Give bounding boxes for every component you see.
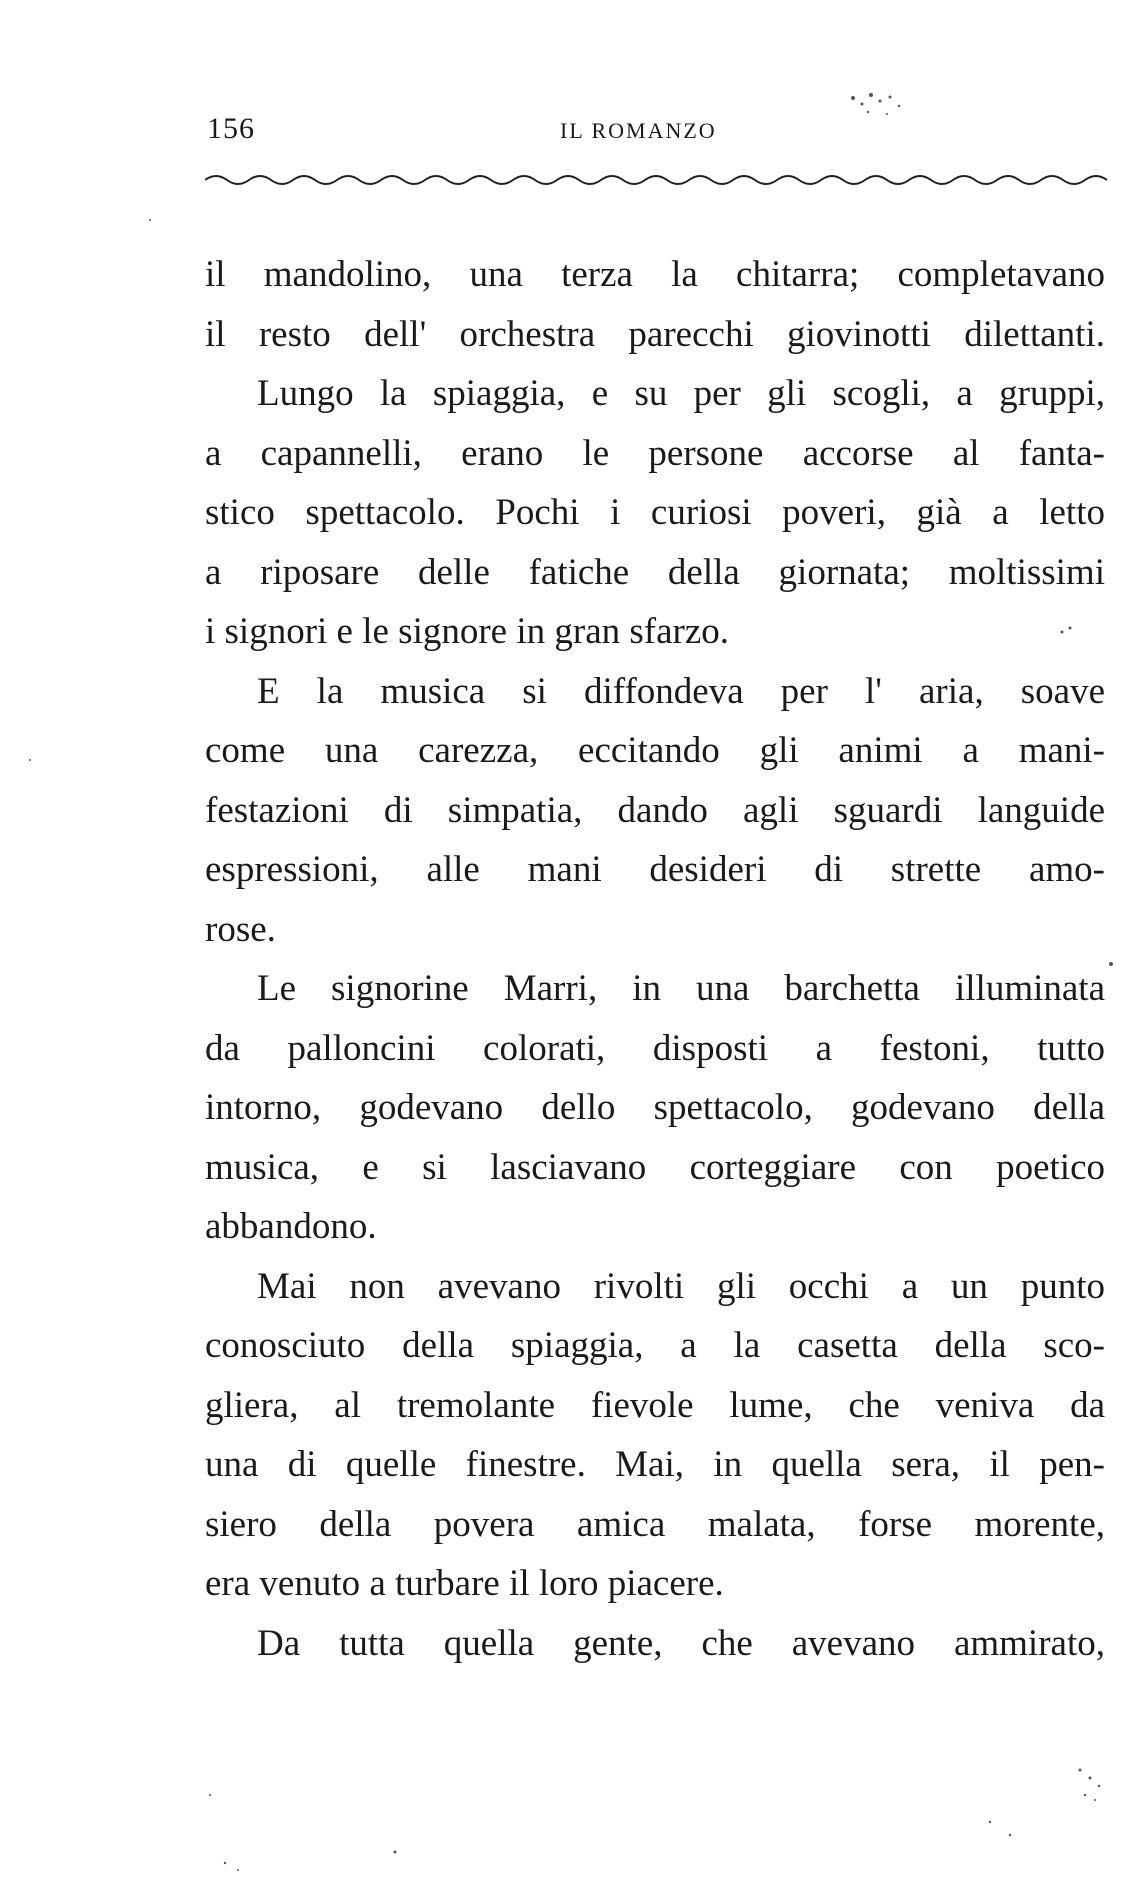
running-title: IL ROMANZO xyxy=(560,118,717,143)
text-line: gliera, al tremolante fievole lume, che veniva da xyxy=(205,1384,1105,1426)
text-line: siero della povera amica malata, forse morente, xyxy=(205,1503,1105,1545)
text-line: Mai non avevano rivolti gli occhi a un punto xyxy=(257,1265,1105,1307)
text-line: abbandono. xyxy=(205,1206,377,1247)
text-line: come una carezza, eccitando gli animi a mani- xyxy=(205,730,1105,771)
body-text xyxy=(205,245,1105,1673)
text-line: Da tutta quella gente, che avevano ammirato, xyxy=(257,1622,1105,1664)
text-line: il mandolino, una terza la chitarra; completavano xyxy=(205,254,1105,295)
text-line: il resto dell' orchestra parecchi giovinotti dilettanti. xyxy=(205,313,1105,355)
text-line: era venuto a turbare il loro piacere. xyxy=(205,1563,724,1604)
text-line: da palloncini colorati, disposti a festoni, tutto xyxy=(205,1027,1105,1069)
text-line: festazioni di simpatia, dando agli sguardi languide xyxy=(205,789,1105,831)
text-line: stico spettacolo. Pochi i curiosi poveri, già a letto xyxy=(205,492,1105,533)
text-line: a capannelli, erano le persone accorse al fanta- xyxy=(205,432,1105,474)
text-line: Le signorine Marri, in una barchetta illuminata xyxy=(257,968,1105,1009)
text-line: a riposare delle fatiche della giornata; moltissimi xyxy=(205,551,1105,593)
text-line: intorno, godevano dello spettacolo, godevano della xyxy=(205,1087,1105,1128)
text-line: Lungo la spiaggia, e su per gli scogli, a gruppi, xyxy=(257,373,1105,414)
text-line: i signori e le signore in gran sfarzo. xyxy=(205,611,730,652)
text-line: conosciuto della spiaggia, a la casetta della sco- xyxy=(205,1325,1105,1366)
running-head xyxy=(207,112,1107,152)
text-line: una di quelle finestre. Mai, in quella sera, il pen- xyxy=(205,1444,1105,1485)
text-line: musica, e si lasciavano corteggiare con poetico xyxy=(205,1146,1105,1188)
wavy-rule xyxy=(205,172,1110,188)
text-line: espressioni, alle mani desideri di strette amo- xyxy=(205,849,1105,890)
text-line: rose. xyxy=(205,908,276,950)
page-number: 156 xyxy=(207,112,255,145)
text-line: E la musica si diffondeva per l' aria, soave xyxy=(257,670,1105,712)
